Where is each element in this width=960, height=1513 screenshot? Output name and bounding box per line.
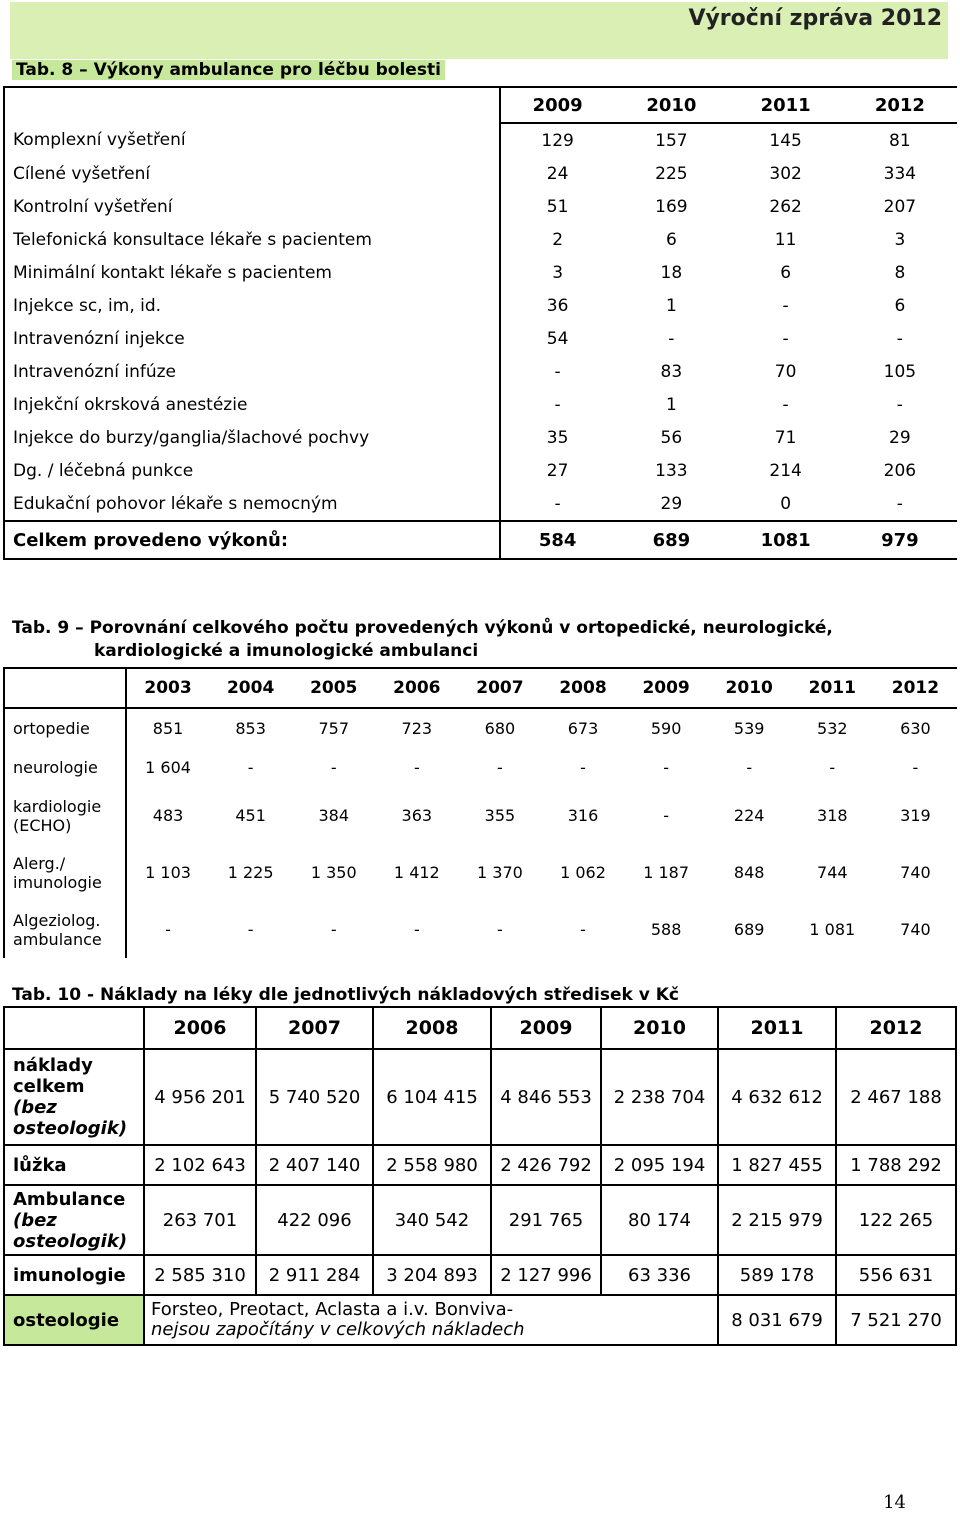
tab10-row-label-note: (bez osteologik) — [13, 1209, 128, 1252]
tab9-title-line2: kardiologické a imunologické ambulanci — [94, 641, 479, 661]
tab10-osteo-value: 7 521 270 — [836, 1295, 956, 1345]
tab9-cell: 532 — [817, 719, 848, 738]
tab9-cell: 384 — [318, 806, 349, 825]
tab9-cell: - — [497, 920, 503, 939]
tab10-cell: 5 740 520 — [256, 1049, 373, 1145]
tab9-row — [4, 787, 957, 844]
tab8-year: 2009 — [500, 87, 614, 123]
tab10-year: 2006 — [144, 1007, 256, 1049]
tab8-cell: 133 — [655, 460, 688, 481]
tab9-cell: 588 — [650, 920, 682, 939]
tab9-cell: 740 — [900, 920, 931, 939]
tab9-cell: 689 — [733, 920, 765, 939]
tab8-row-label: Intravenózní injekce — [4, 322, 500, 355]
tab10-row — [4, 1255, 956, 1295]
tab8-cell: - — [896, 493, 903, 514]
tab9-cell: 673 — [567, 719, 599, 738]
tab8-row — [4, 157, 957, 190]
tab9-cell: 483 — [152, 806, 184, 825]
tab10-row-label — [4, 1049, 144, 1145]
tab8-row — [4, 322, 957, 355]
tab8-cell: 2 — [552, 229, 564, 250]
tab8-row — [4, 289, 957, 322]
tab8-row-label: Komplexní vyšetření — [4, 123, 500, 157]
tab8-cell: 129 — [541, 130, 574, 151]
tab10-row-label-text: náklady celkem — [13, 1055, 93, 1097]
tab9-cell: 1 081 — [809, 920, 856, 939]
tab8-row-label: Cílené vyšetření — [4, 157, 500, 190]
tab10-row-label — [4, 1145, 144, 1185]
tab9-corner — [4, 668, 126, 708]
tab9-cell: 1 604 — [145, 758, 191, 777]
tab10-cell: 589 178 — [718, 1255, 836, 1295]
tab9-year: 2010 — [708, 668, 791, 708]
tab10-cell: 340 542 — [373, 1185, 491, 1255]
tab8-row — [4, 388, 957, 421]
tab8-cell: 6 — [665, 229, 677, 250]
tab8-cell: 145 — [769, 130, 802, 151]
tab8-cell: 54 — [546, 328, 569, 349]
tab9-cell: 355 — [484, 806, 516, 825]
tab10-cell: 291 765 — [491, 1185, 601, 1255]
tab8-cell: 29 — [660, 493, 683, 514]
tab8-row — [4, 355, 957, 388]
tab8-cell: 225 — [655, 163, 688, 184]
tab9-year: 2005 — [292, 668, 375, 708]
tab10-row-label-note: (bez osteologik) — [13, 1097, 128, 1139]
tab8-cell: - — [554, 493, 561, 514]
tab9-header-row — [4, 668, 957, 708]
tab10-year: 2009 — [491, 1007, 601, 1049]
tab9-cell: - — [580, 758, 586, 777]
tab9-row-label: kardiologie (ECHO) — [4, 787, 126, 844]
tab8-cell: 51 — [546, 196, 569, 217]
tab10-osteo-value: 8 031 679 — [718, 1295, 836, 1345]
tab8-row — [4, 421, 957, 454]
tab10-cell: 1 788 292 — [836, 1145, 956, 1185]
tab9-cell: 851 — [152, 719, 184, 738]
tab8-total-label: Celkem provedeno výkonů: — [4, 521, 500, 559]
tab9-cell: - — [663, 806, 669, 825]
tab8-title: Tab. 8 – Výkony ambulance pro léčbu bolesti — [12, 60, 445, 80]
tab9-row-label: ortopedie — [4, 708, 126, 748]
tab9-year: 2011 — [791, 668, 874, 708]
tab9-row — [4, 748, 957, 787]
tab10-cell: 122 265 — [836, 1185, 956, 1255]
tab8-row — [4, 123, 957, 157]
tab10-row-label-text: lůžka — [13, 1154, 67, 1176]
tab10-cell: 2 127 996 — [491, 1255, 601, 1295]
tab10-cell: 556 631 — [836, 1255, 956, 1295]
tab9-cell: 319 — [900, 806, 931, 825]
tab8-cell: 11 — [774, 229, 797, 250]
tab9-row — [4, 901, 957, 958]
tab9-cell: 853 — [235, 719, 266, 738]
tab9-cell: 1 412 — [393, 863, 440, 882]
tab9-cell: - — [746, 758, 753, 777]
tab8-cell: 6 — [780, 262, 792, 283]
tab10-cell: 4 846 553 — [491, 1049, 601, 1145]
tab9-cell: - — [247, 758, 254, 777]
tab8-cell: 157 — [655, 130, 688, 151]
tab8-cell: - — [782, 295, 789, 316]
tab8-cell: - — [554, 394, 561, 415]
tab10-cell: 4 632 612 — [718, 1049, 836, 1145]
tab9-year: 2009 — [625, 668, 708, 708]
tab8-cell: - — [782, 394, 789, 415]
tab10-row — [4, 1145, 956, 1185]
tab8-cell: - — [782, 328, 789, 349]
tab8-row — [4, 190, 957, 223]
tab10-cell: 80 174 — [601, 1185, 718, 1255]
tab10-osteo-row — [4, 1295, 956, 1345]
tab9-cell: - — [247, 920, 254, 939]
tab8-cell: 1 — [665, 295, 677, 316]
tab10-cell: 422 096 — [256, 1185, 373, 1255]
tab10-cell: 6 104 415 — [373, 1049, 491, 1145]
report-header — [10, 2, 948, 59]
tab8-cell: 27 — [546, 460, 569, 481]
tab9-year: 2012 — [874, 668, 957, 708]
tab9-cell: 1 350 — [310, 863, 357, 882]
tab10-osteo-label: osteologie — [4, 1295, 144, 1345]
tab8-row-label: Kontrolní vyšetření — [4, 190, 500, 223]
tab8-row — [4, 223, 957, 256]
tab10-cell: 2 095 194 — [601, 1145, 718, 1185]
tab9-cell: 318 — [817, 806, 848, 825]
tab10-row-label — [4, 1185, 144, 1255]
tab9-cell: - — [330, 758, 337, 777]
tab8-row-label: Minimální kontakt lékaře s pacientem — [4, 256, 500, 289]
tab10-osteo-note-line1: Forsteo, Preotact, Aclasta a i.v. Bonviva- — [151, 1299, 514, 1320]
tab8-cell: 24 — [546, 163, 569, 184]
tab10-cell: 1 827 455 — [718, 1145, 836, 1185]
tab9-row — [4, 708, 957, 748]
tab8-year: 2012 — [843, 87, 957, 123]
tab10-cell: 2 558 980 — [373, 1145, 491, 1185]
tab10-year: 2010 — [601, 1007, 718, 1049]
tab9-cell: - — [663, 758, 669, 777]
tab9-title-line1: Tab. 9 – Porovnání celkového počtu provedených výkonů v ortopedické, neurologické, — [12, 618, 833, 638]
tab8-cell: - — [554, 361, 561, 382]
tab10-row — [4, 1049, 956, 1145]
tab8-cell: - — [668, 328, 675, 349]
tab10-cell: 63 336 — [601, 1255, 718, 1295]
tab9-cell: - — [580, 920, 586, 939]
tab9-cell: - — [165, 920, 171, 939]
tab8-year: 2010 — [614, 87, 728, 123]
tab8-row-label: Intravenózní infúze — [4, 355, 500, 388]
tab8-corner — [4, 87, 500, 123]
tab8-cell: 3 — [552, 262, 564, 283]
tab10-table — [3, 1006, 957, 1346]
tab8-cell: 83 — [660, 361, 683, 382]
tab8-cell: 35 — [546, 427, 569, 448]
tab9-cell: 848 — [733, 863, 765, 882]
tab10-year: 2007 — [256, 1007, 373, 1049]
tab8-cell: 6 — [894, 295, 906, 316]
tab10-cell: 2 911 284 — [256, 1255, 373, 1295]
tab9-cell: - — [829, 758, 836, 777]
tab10-cell: 2 467 188 — [836, 1049, 956, 1145]
tab10-year: 2008 — [373, 1007, 491, 1049]
page-number: 14 — [883, 1492, 906, 1513]
tab8-total-value: 1081 — [729, 521, 843, 559]
tab9-cell: 1 187 — [643, 863, 690, 882]
tab8-cell: 70 — [774, 361, 797, 382]
tab9-row-label: neurologie — [4, 748, 126, 787]
tab9-row-label: Algeziolog. ambulance — [4, 901, 126, 958]
tab10-title: Tab. 10 - Náklady na léky dle jednotlivých nákladových středisek v Kč — [12, 985, 679, 1005]
tab10-cell: 2 426 792 — [491, 1145, 601, 1185]
tab8-cell: - — [896, 328, 903, 349]
tab8-header-row — [4, 87, 957, 123]
tab8-cell: 3 — [894, 229, 906, 250]
tab8-cell: 36 — [546, 295, 569, 316]
tab9-cell: 590 — [650, 719, 682, 738]
tab8-cell: - — [896, 394, 903, 415]
tab9-cell: 1 062 — [560, 863, 606, 882]
tab9-year: 2006 — [375, 668, 458, 708]
tab10-row-label-text: Ambulance — [13, 1188, 126, 1210]
tab10-header-row — [4, 1007, 956, 1049]
tab8-cell: 207 — [883, 196, 917, 217]
tab10-row — [4, 1185, 956, 1255]
tab10-cell: 4 956 201 — [144, 1049, 256, 1145]
tab8-cell: 0 — [780, 493, 792, 514]
tab8-row — [4, 454, 957, 487]
tab9-cell: - — [413, 758, 420, 777]
tab8-total-value: 689 — [614, 521, 728, 559]
tab10-cell: 2 238 704 — [601, 1049, 718, 1145]
tab10-year: 2012 — [836, 1007, 956, 1049]
tab9-year: 2003 — [126, 668, 209, 708]
tab8-total-row — [4, 521, 957, 559]
tab8-cell: 81 — [889, 130, 911, 151]
tab9-cell: - — [497, 758, 503, 777]
tab9-cell: 744 — [817, 863, 848, 882]
tab9-cell: 1 370 — [477, 863, 523, 882]
tab10-osteo-note-line2: nejsou započítány v celkových nákladech — [151, 1319, 525, 1340]
tab10-row-label-text: imunologie — [13, 1264, 126, 1286]
tab9-cell: 1 103 — [145, 863, 191, 882]
tab8-row-label: Telefonická konsultace lékaře s pacientem — [4, 223, 500, 256]
tab9-cell: 680 — [484, 719, 516, 738]
tab10-cell: 2 407 140 — [256, 1145, 373, 1185]
tab9-cell: 630 — [900, 719, 931, 738]
tab10-corner — [4, 1007, 144, 1049]
tab8-row-label: Injekce sc, im, id. — [4, 289, 500, 322]
tab10-year: 2011 — [718, 1007, 836, 1049]
tab9-cell: 539 — [733, 719, 765, 738]
tab8-cell: 334 — [883, 163, 917, 184]
tab8-cell: 71 — [774, 427, 797, 448]
tab8-table — [3, 86, 957, 560]
tab8-row-label: Dg. / léčebná punkce — [4, 454, 500, 487]
tab10-cell: 3 204 893 — [373, 1255, 491, 1295]
tab9-cell: - — [912, 758, 919, 777]
tab8-row-label: Edukační pohovor lékaře s nemocným — [4, 487, 500, 521]
tab9-cell: - — [330, 920, 337, 939]
tab8-cell: 56 — [660, 427, 683, 448]
tab9-year: 2008 — [541, 668, 624, 708]
tab8-cell: 206 — [883, 460, 917, 481]
tab8-cell: 29 — [889, 427, 911, 448]
tab8-row-label: Injekční okrsková anestézie — [4, 388, 500, 421]
tab8-cell: 262 — [769, 196, 802, 217]
tab9-cell: 316 — [567, 806, 599, 825]
tab9-cell: 363 — [401, 806, 433, 825]
tab9-cell: 1 225 — [227, 863, 274, 882]
tab8-cell: 105 — [883, 361, 917, 382]
tab8-cell: 18 — [660, 262, 683, 283]
tab9-cell: 740 — [900, 863, 931, 882]
tab9-cell: 224 — [733, 806, 765, 825]
tab9-row-label: Alerg./ imunologie — [4, 844, 126, 901]
tab8-row — [4, 256, 957, 289]
tab10-osteo-note — [144, 1295, 718, 1345]
tab9-year: 2007 — [458, 668, 541, 708]
tab9-row — [4, 844, 957, 901]
tab10-cell: 263 701 — [144, 1185, 256, 1255]
tab8-row — [4, 487, 957, 521]
tab8-cell: 302 — [769, 163, 802, 184]
tab8-cell: 169 — [655, 196, 688, 217]
tab8-cell: 8 — [894, 262, 906, 283]
tab9-cell: 723 — [401, 719, 433, 738]
tab9-cell: 451 — [235, 806, 266, 825]
tab9-year: 2004 — [209, 668, 292, 708]
tab10-cell: 2 215 979 — [718, 1185, 836, 1255]
tab10-cell: 2 102 643 — [144, 1145, 256, 1185]
tab9-cell: 757 — [318, 719, 349, 738]
tab8-row-label: Injekce do burzy/ganglia/šlachové pochvy — [4, 421, 500, 454]
tab8-total-value: 584 — [500, 521, 614, 559]
tab10-row-label — [4, 1255, 144, 1295]
tab10-cell: 2 585 310 — [144, 1255, 256, 1295]
tab8-year: 2011 — [729, 87, 843, 123]
tab8-cell: 1 — [665, 394, 677, 415]
tab8-cell: 214 — [769, 460, 802, 481]
report-title: Výroční zpráva 2012 — [688, 6, 942, 31]
tab9-cell: - — [413, 920, 420, 939]
tab8-total-value: 979 — [843, 521, 957, 559]
tab9-table — [3, 667, 957, 958]
